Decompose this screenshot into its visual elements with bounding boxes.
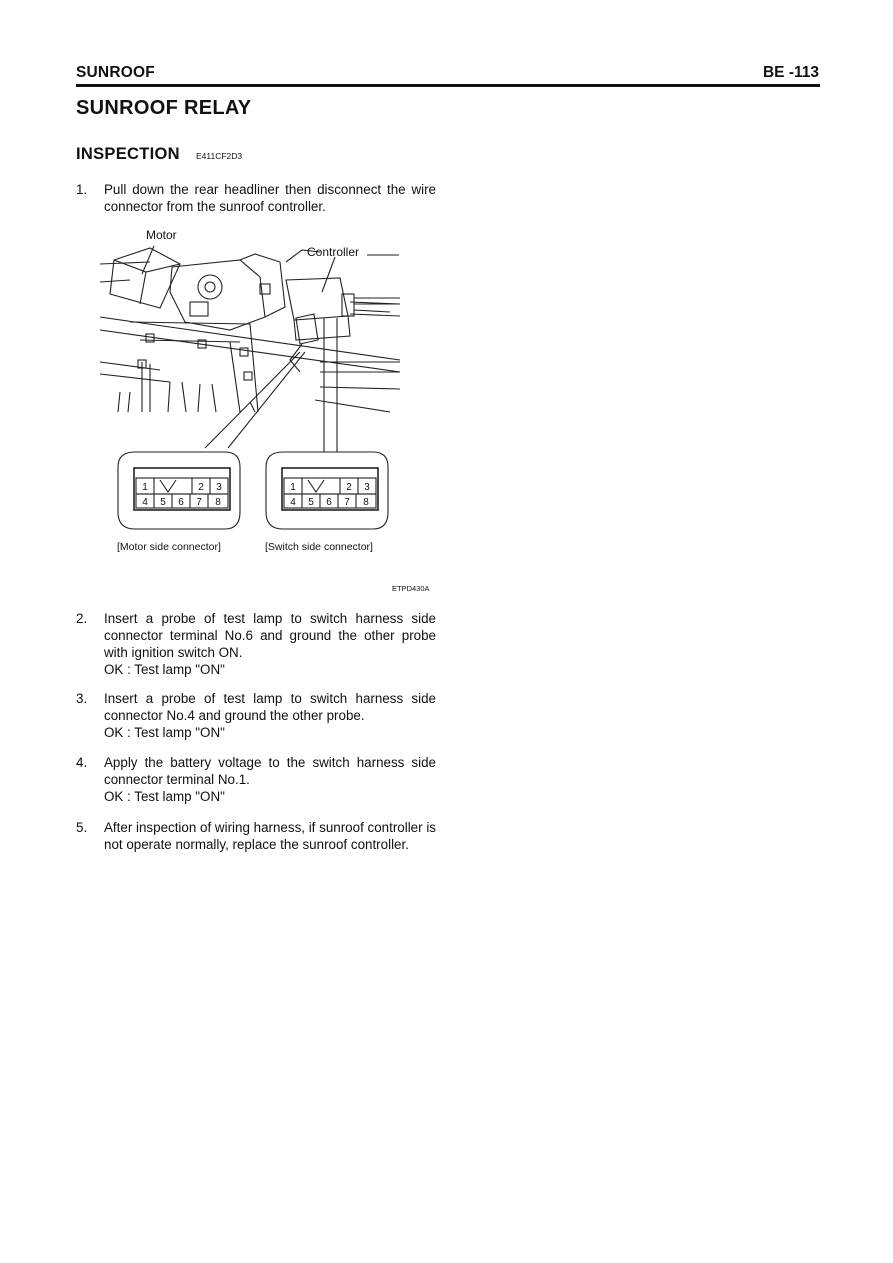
step-number: 3. bbox=[76, 691, 88, 706]
motor-pin: 4 bbox=[142, 497, 148, 508]
section-code: E411CF2D3 bbox=[196, 151, 243, 161]
page-number: BE -113 bbox=[762, 64, 819, 81]
step-3 bbox=[76, 690, 436, 741]
step-text: Pull down the rear headliner then disconnect the wire connector from the sunroof controller. bbox=[104, 182, 436, 214]
motor-connector-caption: [Motor side connector] bbox=[117, 541, 221, 553]
step-text: Apply the battery voltage to the switch harness side connector terminal No.1. bbox=[104, 755, 436, 787]
step-text: Insert a probe of test lamp to switch harness side connector terminal No.6 and ground the other probe with ignition switch ON. bbox=[104, 611, 436, 660]
step-text: Insert a probe of test lamp to switch harness side connector No.4 and ground the other probe. bbox=[104, 691, 436, 723]
motor-pin: 5 bbox=[160, 497, 166, 508]
step-number: 4. bbox=[76, 755, 88, 770]
step-number: 2. bbox=[76, 611, 88, 626]
motor-pin: 2 bbox=[198, 482, 204, 493]
switch-pin: 2 bbox=[346, 482, 352, 493]
motor-pin: 8 bbox=[215, 497, 221, 508]
motor-pin: 6 bbox=[178, 497, 184, 508]
step-1 bbox=[76, 181, 436, 215]
step-number: 1. bbox=[76, 182, 88, 197]
step-5 bbox=[76, 819, 436, 853]
controller-label: Controller bbox=[307, 245, 360, 259]
figure-code: ETPD430A bbox=[392, 584, 430, 593]
step-number: 5. bbox=[76, 820, 88, 835]
step-text: After inspection of wiring harness, if sunroof controller is not operate normally, replace the sunroof controller. bbox=[104, 820, 436, 852]
step-4 bbox=[76, 754, 436, 805]
switch-connector-caption: [Switch side connector] bbox=[265, 541, 373, 553]
step-ok-result: OK : Test lamp "ON" bbox=[104, 789, 225, 804]
step-2 bbox=[76, 610, 436, 678]
header-section-title: SUNROOF bbox=[76, 64, 155, 81]
switch-pin: 6 bbox=[326, 497, 332, 508]
switch-pin: 1 bbox=[290, 482, 296, 493]
switch-pin: 3 bbox=[364, 482, 370, 493]
page-title: SUNROOF RELAY bbox=[76, 97, 252, 119]
step-ok-result: OK : Test lamp "ON" bbox=[104, 662, 225, 677]
step-ok-result: OK : Test lamp "ON" bbox=[104, 725, 225, 740]
section-heading: INSPECTION bbox=[76, 145, 180, 163]
motor-pin: 3 bbox=[216, 482, 222, 493]
motor-pin: 1 bbox=[142, 482, 148, 493]
sunroof-controller-illustration bbox=[90, 222, 410, 560]
switch-pin: 5 bbox=[308, 497, 314, 508]
switch-pin: 4 bbox=[290, 497, 296, 508]
header-rule bbox=[76, 84, 820, 87]
motor-pin: 7 bbox=[196, 497, 202, 508]
switch-pin: 7 bbox=[344, 497, 350, 508]
switch-pin: 8 bbox=[363, 497, 369, 508]
motor-label: Motor bbox=[146, 228, 177, 242]
